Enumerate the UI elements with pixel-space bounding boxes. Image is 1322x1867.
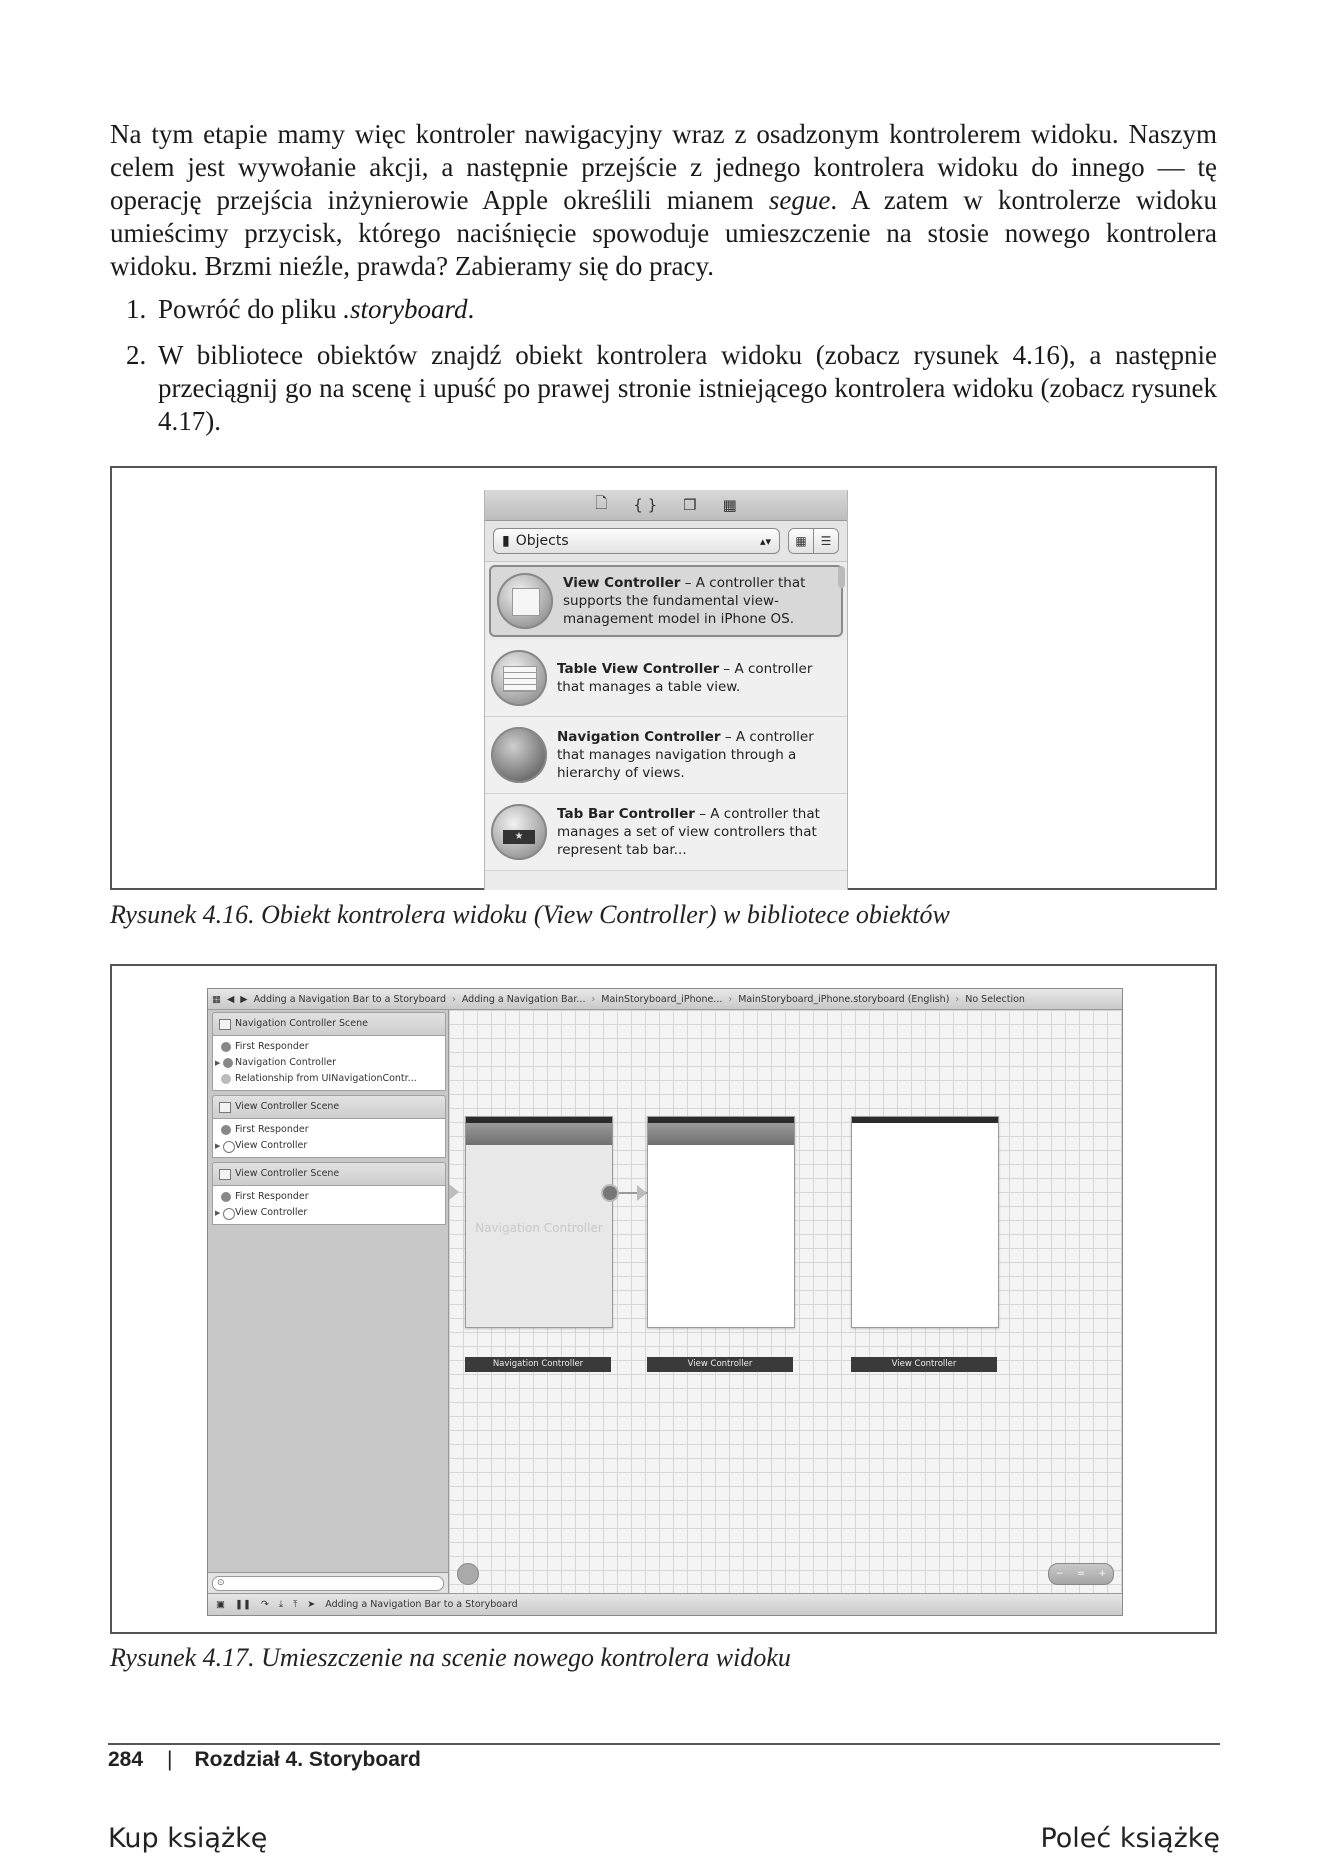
new-view-controller-scene[interactable] [851,1116,999,1328]
disclosure-triangle-icon[interactable]: ▶ [215,1059,221,1067]
file-icon[interactable]: 🗋 [595,493,608,512]
grid-view-icon[interactable]: ▦ [789,529,813,553]
item-desc: – A controller that manages a set of view controllers that represent tab bar... [557,806,820,858]
item-desc: – A controller that manages navigation through a hierarchy of views. [557,729,814,781]
jumpbar-item[interactable]: MainStoryboard_iPhone.storyboard (English) [738,993,950,1005]
library-item-tab-bar-controller[interactable] [485,794,847,871]
document-outline [208,1010,449,1615]
step-text-end: . [467,294,475,324]
jumpbar-item[interactable]: Adding a Navigation Bar... [461,993,586,1005]
library-item-navigation-controller[interactable] [485,717,847,794]
running-footer: 284 | Rozdział 4. Storyboard [108,1748,421,1771]
outline-row[interactable]: Relationship from UINavigationContr... [213,1071,445,1087]
step-number: 1. [126,294,147,324]
figure-4-16-caption: Rysunek 4.16. Obiekt kontrolera widoku (View Controller) w bibliotece obiektów [110,900,950,929]
jump-bar: ▦ ◀ ▶ Adding a Navigation Bar to a Storyboard › Adding a Navigation Bar... › MainStoryboard_iPhone... › MainStoryboard_iPhone.storyboard (English) › No Selection [208,989,1122,1010]
intro-text-2: . A zatem w kontrolerze widoku umieścimy przycisk, którego naciśnięcie spowoduje umieszczenie na stosie nowego kontrolera widoku. Brzmi nieźle, prawda? Zabieramy się do pracy. [110,185,1217,281]
step-over-icon[interactable]: ↷ [260,1599,269,1610]
library-item-view-controller[interactable] [489,565,843,637]
storyboard-canvas[interactable] [449,1010,1122,1593]
scene-header[interactable]: Navigation Controller Scene [212,1012,446,1035]
view-controller-scene[interactable] [647,1116,795,1328]
navigation-bar [648,1123,794,1145]
outline-scene [212,1012,446,1091]
segue-arrow-icon [637,1185,647,1201]
scene-header[interactable]: View Controller Scene [212,1162,446,1185]
scene-header[interactable]: View Controller Scene [212,1095,446,1118]
step-into-icon[interactable]: ⤓ [278,1599,284,1610]
figure-4-17-caption: Rysunek 4.17. Umieszczenie na scenie nowego kontrolera widoku [110,1643,791,1672]
buy-book-link[interactable]: Kup książkę [108,1823,268,1854]
view-controller-icon [223,1208,235,1220]
outline-row[interactable]: ▶ Navigation Controller [213,1055,445,1071]
media-icon[interactable]: ▦ [722,496,737,514]
page-number: 284 [108,1748,144,1771]
item-title: Tab Bar Controller [557,806,695,822]
navigation-controller-icon [223,1058,233,1068]
forward-arrow-icon[interactable]: ▶ [240,993,248,1005]
folder-icon: ▮ [502,533,510,549]
select-stepper-icon: ▴▾ [759,534,771,548]
initial-scene-arrow-icon [449,1184,459,1200]
outline-row[interactable]: First Responder [213,1189,445,1205]
outline-row[interactable]: ▶ View Controller [213,1138,445,1154]
disclosure-triangle-icon[interactable]: ▶ [215,1209,221,1217]
debug-target-label: Adding a Navigation Bar to a Storyboard [325,1599,518,1610]
debug-bar [208,1593,1122,1615]
view-mode-toggle [788,528,839,554]
pause-icon[interactable]: ❚❚ [234,1599,251,1610]
step-1 [110,293,1217,326]
back-arrow-icon[interactable]: ◀ [226,993,235,1005]
step-emphasis: .storyboard [343,294,468,324]
navigation-controller-placeholder: Navigation Controller [475,1221,603,1235]
navigation-bar [466,1123,612,1145]
step-2 [110,339,1217,438]
related-items-icon[interactable]: ▦ [212,993,221,1005]
step-text: W bibliotece obiektów znajdź obiekt kontrolera widoku (zobacz rysunek 4.16), a następnie przeciągnij go na scenę i upuść po prawej stronie istniejącego kontrolera widoku (zobacz rysunek 4.17). [158,340,1217,436]
scene-label: View Controller [851,1357,997,1372]
intro-paragraph [110,118,1217,283]
library-selector-row [485,521,847,562]
cube-icon[interactable]: ❒ [683,496,697,514]
tab-bar-controller-icon [491,804,547,860]
item-desc: – A controller that supports the fundamental view-management model in iPhone OS. [563,575,806,627]
location-icon[interactable]: ➤ [307,1599,316,1610]
zoom-out-icon[interactable]: − [1055,1569,1064,1579]
outline-filter-bar [208,1572,448,1593]
outline-scene [212,1162,446,1225]
segue-term: segue [768,185,831,215]
item-desc: – A controller that manages a table view. [557,661,813,695]
jumpbar-item[interactable]: Adding a Navigation Bar to a Storyboard [253,993,447,1005]
scene-label: View Controller [647,1357,793,1372]
table-view-controller-icon [491,650,547,706]
list-view-icon[interactable]: ☰ [813,529,838,553]
first-responder-icon [221,1125,231,1135]
view-controller-icon [497,573,553,629]
library-type-label: Objects [515,533,569,549]
library-scrollbar[interactable] [838,566,845,588]
jumpbar-item[interactable]: No Selection [965,993,1025,1005]
console-icon[interactable]: ▣ [216,1599,225,1610]
step-number: 2. [126,340,147,370]
outline-filter-input[interactable]: ⊙ [212,1576,444,1591]
segue-icon[interactable] [601,1184,619,1202]
library-type-select[interactable] [493,528,780,554]
outline-row[interactable]: First Responder [213,1039,445,1055]
intro-text-1: Na tym etapie mamy więc kontroler nawigacyjny wraz z osadzonym kontrolerem widoku. Naszym celem jest wywołanie akcji, a następnie przejście z jednego kontrolera widoku do innego — tę operację przejścia inżynierowie Apple określili mianem [110,119,1217,215]
figure-4-16 [110,466,1217,890]
view-controller-icon [223,1141,235,1153]
outline-row[interactable]: First Responder [213,1122,445,1138]
chapter-title: Rozdział 4. Storyboard [194,1748,421,1771]
outline-scene [212,1095,446,1158]
step-out-icon[interactable]: ⤒ [293,1599,298,1610]
figure-4-17 [110,964,1217,1634]
steps-list [110,293,1217,451]
disclosure-triangle-icon[interactable]: ▶ [215,1142,221,1150]
zoom-in-icon[interactable]: + [1098,1569,1107,1579]
outline-toggle-button[interactable] [457,1563,479,1585]
outline-row[interactable]: ▶ View Controller [213,1205,445,1221]
item-title: Navigation Controller [557,729,721,745]
recommend-book-link[interactable]: Poleć książkę [1040,1823,1220,1854]
xcode-storyboard-window [207,988,1123,1616]
first-responder-icon [221,1192,231,1202]
library-toolbar [485,490,847,521]
zoom-fit-icon[interactable]: = [1077,1569,1085,1579]
navigation-controller-icon [491,727,547,783]
footer-divider [108,1743,1220,1745]
item-title: View Controller [563,575,681,591]
braces-icon[interactable]: { } [633,496,658,514]
first-responder-icon [221,1042,231,1052]
jumpbar-item[interactable]: MainStoryboard_iPhone... [601,993,723,1005]
object-library-panel [484,490,848,890]
scene-label: Navigation Controller [465,1357,611,1372]
relationship-icon [221,1074,231,1084]
zoom-control [1048,1563,1114,1585]
step-text: Powróć do pliku [158,294,344,324]
item-title: Table View Controller [557,661,720,677]
library-item-table-view-controller[interactable] [485,640,847,717]
navigation-controller-scene[interactable] [465,1116,613,1328]
